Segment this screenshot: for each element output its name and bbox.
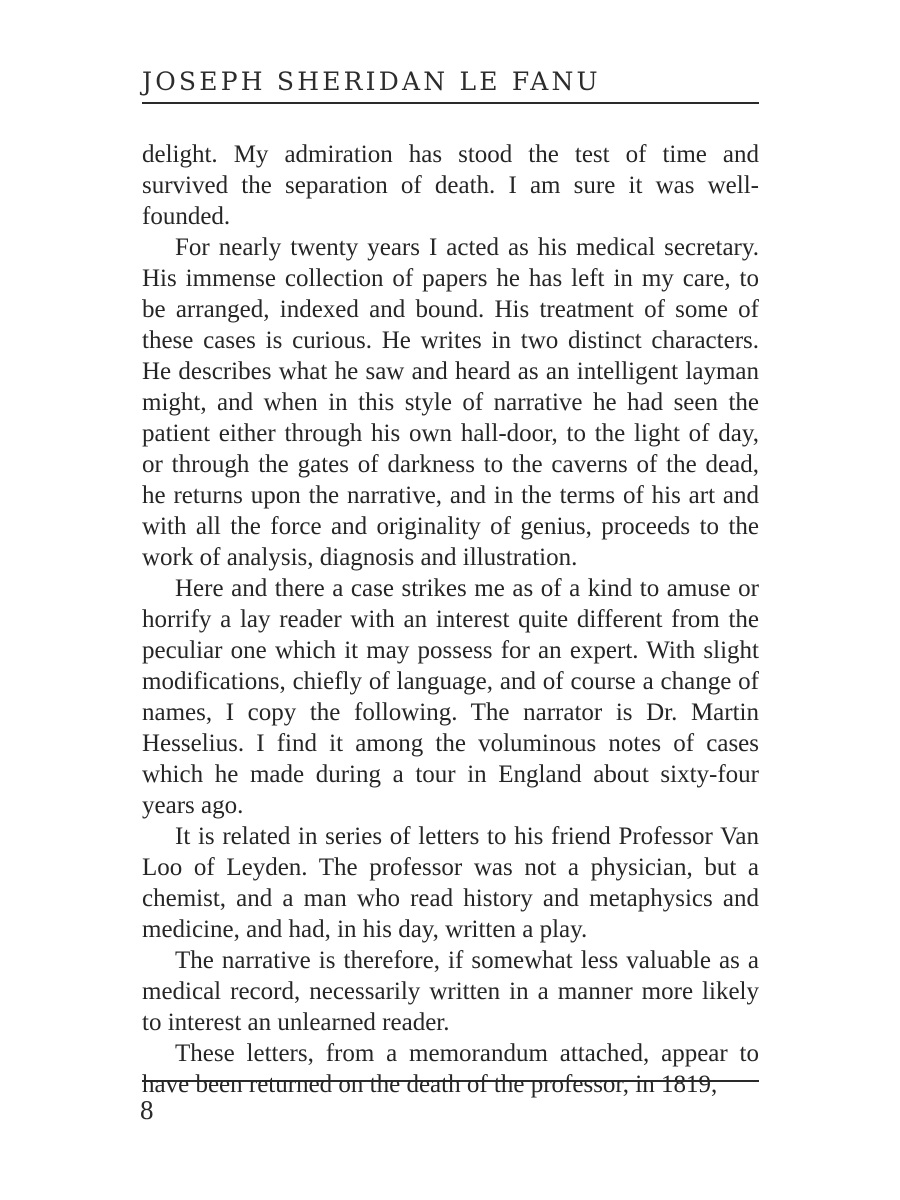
page-number: 8 <box>140 1095 154 1125</box>
paragraph-memorandum: These letters, from a memorandum attached, appear to have been returned on the death of the professor, in 1819, <box>142 1040 759 1098</box>
paragraph-letters-van-loo: It is related in series of letters to his friend Professor Van Loo of Leyden. The professor was not a physician, but a chemist, and a man who read history and metaphysics and medicine, and had, in his day, written a play. <box>142 823 759 943</box>
running-title: JOSEPH SHERIDAN LE FANU <box>142 67 601 96</box>
running-header <box>142 64 759 104</box>
body-text <box>142 139 759 1100</box>
paragraph-medical-secretary: For nearly twenty years I acted as his medical secretary. His immense collection of papers he has left in my care, to be arranged, indexed and bound. His treatment of some of these cases is curious. He writes in two distinct characters. He describes what he saw and heard as an intelligent layman might, and when in this style of narrative he had seen the patient either through his own hall-door, to the light of day, or through the gates of darkness to the caverns of the dead, he returns upon the narrative, and in the terms of his art and with all the force and originality of genius, proceeds to the work of analysis, diagnosis and illustration. <box>142 234 759 571</box>
paragraph-narrative-value: The narrative is therefore, if somewhat less valuable as a medical record, necessarily written in a manner more likely to interest an unlearned reader. <box>142 947 759 1036</box>
paragraph-lay-reader: Here and there a case strikes me as of a kind to amuse or horrify a lay reader with an interest quite different from the peculiar one which it may possess for an expert. With slight modifications, chiefly of language, and of course a change of names, I copy the following. The narrator is Dr. Martin Hesselius. I find it among the voluminous notes of cases which he made during a tour in England about sixty-four years ago. <box>142 575 759 819</box>
paragraph-continuation: delight. My admiration has stood the test of time and survived the separation of death. I am sure it was well-founded. <box>142 141 759 230</box>
footer-rule <box>142 1080 759 1082</box>
